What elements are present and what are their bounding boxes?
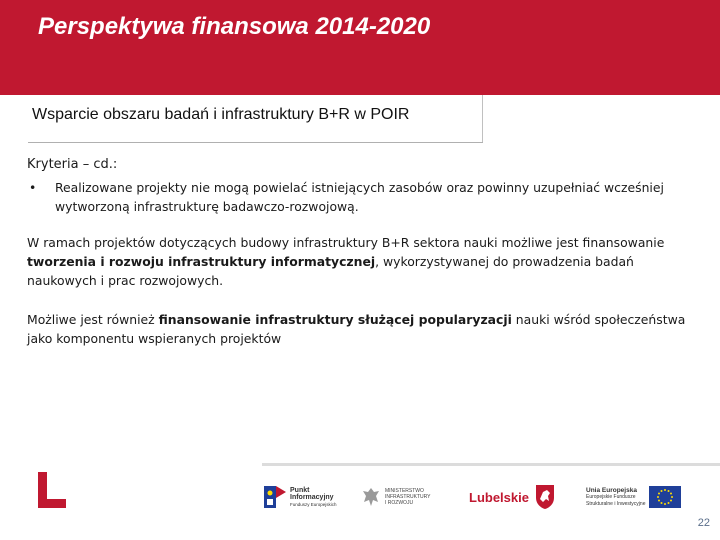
ministry-logo xyxy=(362,478,458,516)
polish-eagle-icon xyxy=(362,486,380,508)
punkt-line2: Informacyjny xyxy=(290,493,334,501)
bullet-dot: • xyxy=(29,180,37,195)
page-number: 22 xyxy=(697,517,710,529)
subtitle-divider xyxy=(28,142,483,143)
slide-subtitle: Wsparcie obszaru badań i infrastruktury B+R w POIR xyxy=(32,106,410,123)
subtitle-divider-vertical xyxy=(482,95,483,143)
lubelskie-wordmark: Lubelskie xyxy=(469,489,529,505)
punkt-line1: Punkt xyxy=(290,486,310,494)
paragraph-text: , wykorzystywanej do prowadzenia badań naukowych i prac rozwojowych. xyxy=(27,254,634,288)
paragraph-text: W ramach projektów dotyczących budowy infrastruktury B+R sektora nauki możliwe jest finansowanie xyxy=(27,235,665,250)
ministry-line1: MINISTERSTWO xyxy=(385,488,424,494)
lubelskie-logo xyxy=(469,478,564,516)
ministry-line3: I ROZWOJU xyxy=(385,500,414,506)
bullet-item xyxy=(27,178,699,216)
ministry-line2: INFRASTRUKTURY xyxy=(385,494,431,500)
paragraph-it-infrastructure xyxy=(27,233,699,290)
footer-divider xyxy=(262,463,720,466)
eu-line2: Europejskie Fundusze xyxy=(586,493,636,500)
lubelskie-coat-of-arms-icon xyxy=(535,484,555,510)
eu-logo xyxy=(586,478,704,516)
paragraph-text: nauki wśród społeczeństwa jako komponentu wspieranych projektów xyxy=(27,312,686,346)
footer-logos xyxy=(264,478,704,518)
paragraph-bold-text: tworzenia i rozwoju infrastruktury informatycznej xyxy=(27,254,376,269)
eu-flag-icon xyxy=(649,486,681,508)
punkt-informacyjny-logo xyxy=(264,478,359,516)
bullet-text: Realizowane projekty nie mogą powielać istniejących zasobów oraz powinny uzupełniać wcześniej wytworzoną infrastrukturę badawczo-rozwojową. xyxy=(55,180,664,214)
punkt-line3: Funduszy Europejskich xyxy=(290,501,337,507)
header-bar xyxy=(0,0,720,95)
eu-line1: Unia Europejska xyxy=(586,486,637,494)
paragraph-popularization xyxy=(27,310,699,348)
lubelskie-l-logo-icon xyxy=(38,472,68,508)
slide-title: Perspektywa finansowa 2014-2020 xyxy=(38,13,431,40)
criteria-heading: Kryteria – cd.: xyxy=(27,157,118,172)
paragraph-bold-text: finansowanie infrastruktury służącej popularyzacji xyxy=(158,312,512,327)
eu-line3: Strukturalne i Inwestycyjne xyxy=(586,500,646,507)
slide-content xyxy=(27,155,699,348)
fe-emblem-icon xyxy=(264,482,286,512)
paragraph-text: Możliwe jest również xyxy=(27,312,159,327)
